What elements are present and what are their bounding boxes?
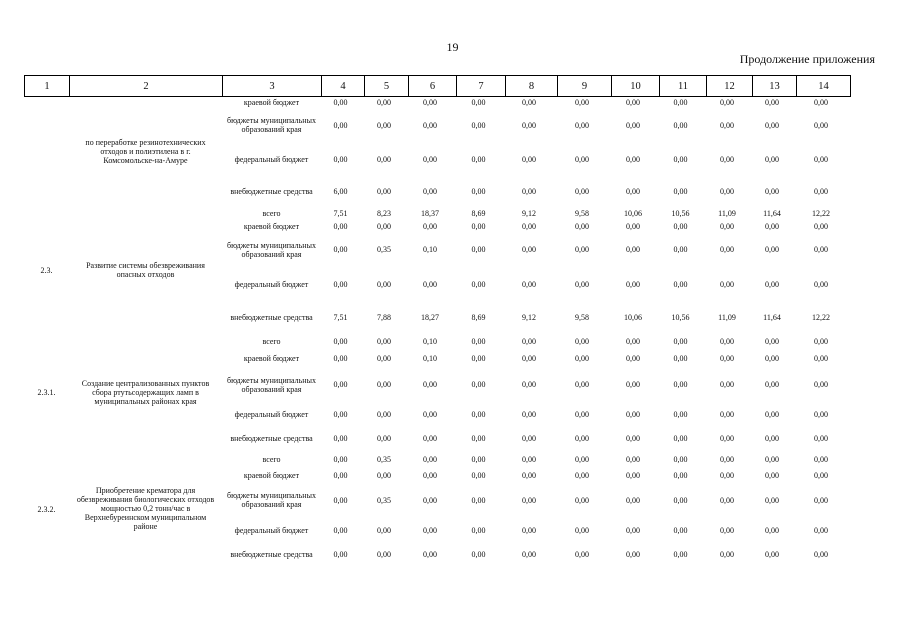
value-cell-col-11: 0,00 xyxy=(673,186,688,196)
value-cell-col-5: 0,00 xyxy=(377,336,391,346)
value-cell-col-9: 9,58 xyxy=(575,312,589,322)
value-cell-col-6: 0,00 xyxy=(423,525,437,535)
column-header-5: 5 xyxy=(365,76,409,97)
item-number: 2.3.1. xyxy=(37,388,56,397)
value-cell-col-7: 0,00 xyxy=(471,245,486,254)
value-cell-col-4: 0,00 xyxy=(333,470,348,480)
funding-source: всего xyxy=(262,336,281,346)
value-cell-col-8: 0,00 xyxy=(522,380,536,389)
value-cell-col-6: 0,10 xyxy=(423,353,437,363)
value-cell-col-7: 0,00 xyxy=(471,433,486,443)
funding-source: краевой бюджет xyxy=(243,353,300,363)
value-cell-col-7: 0,00 xyxy=(471,97,486,107)
value-cell-col-8: 0,00 xyxy=(522,495,536,505)
value-cell-col-5: 0,00 xyxy=(377,380,391,389)
value-cell-col-8: 0,00 xyxy=(522,336,536,346)
value-cell-col-13: 0,00 xyxy=(765,222,779,231)
funding-source: всего xyxy=(262,209,281,218)
value-cell-col-10: 0,00 xyxy=(626,120,640,130)
value-cell-col-12: 0,00 xyxy=(720,495,734,505)
value-cell-col-12: 0,00 xyxy=(720,336,734,346)
value-cell-col-5: 0,00 xyxy=(377,120,391,130)
value-cell-col-12: 0,00 xyxy=(720,470,734,480)
value-cell-col-8: 0,00 xyxy=(522,525,536,535)
value-cell-col-9: 0,00 xyxy=(575,470,589,480)
item-number xyxy=(24,96,69,206)
value-cell-col-11: 0,00 xyxy=(673,549,688,559)
value-cell-col-12: 11,09 xyxy=(718,312,736,322)
value-cell-col-4: 0,00 xyxy=(333,495,348,505)
value-cell-col-14: 12,22 xyxy=(812,312,830,322)
value-cell-col-9: 0,00 xyxy=(575,154,589,164)
value-cell-col-6: 0,10 xyxy=(423,336,437,346)
value-cell-col-13: 0,00 xyxy=(765,549,779,559)
value-cell-col-13: 0,00 xyxy=(765,353,779,363)
funding-source: внебюджетные средства xyxy=(230,549,313,559)
value-cell-col-14: 0,00 xyxy=(814,120,828,130)
value-cell-col-5: 8,23 xyxy=(377,209,391,218)
value-cell-col-11: 0,00 xyxy=(673,245,688,254)
value-cell-col-11: 0,00 xyxy=(673,525,688,535)
value-cell-col-12: 0,00 xyxy=(720,353,734,363)
value-cell-col-4: 7,51 xyxy=(333,209,348,218)
value-cell-col-14: 0,00 xyxy=(814,433,828,443)
value-cell-col-10: 10,06 xyxy=(624,209,642,218)
funding-source: федеральный бюджет xyxy=(234,279,309,289)
value-cell-col-11: 0,00 xyxy=(673,222,688,231)
value-cell-col-13: 11,64 xyxy=(763,312,781,322)
funding-source: бюджеты муниципальных образований края xyxy=(227,375,316,394)
value-cell-col-4: 7,51 xyxy=(333,312,348,322)
value-cell-col-11: 0,00 xyxy=(673,97,688,107)
value-cell-col-7: 8,69 xyxy=(471,209,486,218)
budget-table xyxy=(24,96,850,566)
value-cell-col-5: 0,00 xyxy=(377,409,391,419)
value-cell-col-7: 0,00 xyxy=(471,525,486,535)
value-cell-col-11: 0,00 xyxy=(673,454,688,464)
table-row xyxy=(24,450,850,468)
column-header-6: 6 xyxy=(409,76,457,97)
value-cell-col-10: 0,00 xyxy=(626,353,640,363)
funding-source: бюджеты муниципальных образований края xyxy=(227,116,316,134)
funding-source: внебюджетные средства xyxy=(230,312,313,322)
value-cell-col-14: 0,00 xyxy=(814,222,828,231)
value-cell-col-5: 0,00 xyxy=(377,279,391,289)
value-cell-col-9: 0,00 xyxy=(575,120,589,130)
value-cell-col-8: 0,00 xyxy=(522,97,536,107)
value-cell-col-9: 0,00 xyxy=(575,495,589,505)
value-cell-col-9: 0,00 xyxy=(575,336,589,346)
value-cell-col-11: 0,00 xyxy=(673,353,688,363)
value-cell-col-12: 0,00 xyxy=(720,222,734,231)
continuation-label: Продолжение приложения xyxy=(739,52,875,66)
value-cell-col-10: 0,00 xyxy=(626,380,640,389)
value-cell-col-5: 7,88 xyxy=(377,312,391,322)
value-cell-col-5: 0,00 xyxy=(377,186,391,196)
value-cell-col-8: 0,00 xyxy=(522,120,536,130)
value-cell-col-5: 0,00 xyxy=(377,433,391,443)
value-cell-col-14: 0,00 xyxy=(814,495,828,505)
value-cell-col-13: 11,64 xyxy=(763,209,781,218)
value-cell-col-5: 0,35 xyxy=(377,245,391,254)
value-cell-col-6: 0,00 xyxy=(423,454,437,464)
value-cell-col-9: 0,00 xyxy=(575,454,589,464)
value-cell-col-6: 0,00 xyxy=(423,154,437,164)
value-cell-col-6: 0,00 xyxy=(423,186,437,196)
value-cell-col-11: 0,00 xyxy=(673,495,688,505)
value-cell-col-9: 0,00 xyxy=(575,279,589,289)
value-cell-col-4: 0,00 xyxy=(333,120,348,130)
value-cell-col-13: 0,00 xyxy=(765,120,779,130)
value-cell-col-7: 0,00 xyxy=(471,495,486,505)
value-cell-col-14: 0,00 xyxy=(814,97,828,107)
value-cell-col-6: 0,00 xyxy=(423,470,437,480)
value-cell-col-10: 0,00 xyxy=(626,549,640,559)
value-cell-col-5: 0,00 xyxy=(377,353,391,363)
funding-source: бюджеты муниципальных образований края xyxy=(227,240,316,259)
value-cell-col-14: 0,00 xyxy=(814,186,828,196)
value-cell-col-11: 0,00 xyxy=(673,380,688,389)
value-cell-col-12: 0,00 xyxy=(720,245,734,254)
value-cell-col-10: 0,00 xyxy=(626,454,640,464)
value-cell-col-11: 0,00 xyxy=(673,470,688,480)
value-cell-col-7: 0,00 xyxy=(471,120,486,130)
funding-source: федеральный бюджет xyxy=(234,525,309,535)
funding-source: бюджеты муниципальных образований края xyxy=(227,491,316,509)
value-cell-col-14: 0,00 xyxy=(814,353,828,363)
value-cell-col-12: 11,09 xyxy=(718,209,736,218)
value-cell-col-4: 0,00 xyxy=(333,222,348,231)
column-header-2: 2 xyxy=(70,76,223,97)
value-cell-col-5: 0,00 xyxy=(377,154,391,164)
value-cell-col-7: 0,00 xyxy=(471,409,486,419)
table-row xyxy=(24,96,850,108)
column-header-13: 13 xyxy=(753,76,797,97)
value-cell-col-10: 0,00 xyxy=(626,154,640,164)
value-cell-col-4: 0,00 xyxy=(333,454,348,464)
value-cell-col-6: 0,10 xyxy=(423,245,437,254)
value-cell-col-11: 10,56 xyxy=(671,209,690,218)
value-cell-col-11: 0,00 xyxy=(673,120,688,130)
value-cell-col-7: 0,00 xyxy=(471,380,486,389)
table-row xyxy=(24,333,850,349)
column-header-table xyxy=(24,75,851,97)
value-cell-col-14: 0,00 xyxy=(814,549,828,559)
value-cell-col-10: 0,00 xyxy=(626,279,640,289)
funding-source: краевой бюджет xyxy=(243,222,300,231)
column-header-8: 8 xyxy=(506,76,558,97)
value-cell-col-13: 0,00 xyxy=(765,245,779,254)
value-cell-col-8: 0,00 xyxy=(522,186,536,196)
value-cell-col-14: 0,00 xyxy=(814,470,828,480)
funding-source: всего xyxy=(262,454,281,464)
value-cell-col-13: 0,00 xyxy=(765,433,779,443)
value-cell-col-4: 0,00 xyxy=(333,279,348,289)
table-body xyxy=(24,96,850,566)
value-cell-col-12: 0,00 xyxy=(720,433,734,443)
column-header-12: 12 xyxy=(707,76,753,97)
value-cell-col-9: 0,00 xyxy=(575,97,589,107)
value-cell-col-9: 0,00 xyxy=(575,353,589,363)
value-cell-col-4: 0,00 xyxy=(333,380,348,389)
value-cell-col-14: 0,00 xyxy=(814,279,828,289)
value-cell-col-4: 0,00 xyxy=(333,245,348,254)
value-cell-col-10: 0,00 xyxy=(626,97,640,107)
value-cell-col-7: 8,69 xyxy=(471,312,486,322)
value-cell-col-8: 0,00 xyxy=(522,454,536,464)
value-cell-col-10: 0,00 xyxy=(626,186,640,196)
table-row xyxy=(24,206,850,221)
value-cell-col-14: 0,00 xyxy=(814,380,828,389)
value-cell-col-13: 0,00 xyxy=(765,454,779,464)
value-cell-col-4: 0,00 xyxy=(333,409,348,419)
value-cell-col-14: 0,00 xyxy=(814,525,828,535)
value-cell-col-10: 0,00 xyxy=(626,245,640,254)
value-cell-col-4: 6,00 xyxy=(333,186,348,196)
value-cell-col-10: 0,00 xyxy=(626,409,640,419)
value-cell-col-13: 0,00 xyxy=(765,97,779,107)
column-header-7: 7 xyxy=(457,76,506,97)
value-cell-col-12: 0,00 xyxy=(720,186,734,196)
value-cell-col-5: 0,00 xyxy=(377,549,391,559)
value-cell-col-7: 0,00 xyxy=(471,353,486,363)
item-number: 2.3. xyxy=(40,266,53,275)
value-cell-col-11: 0,00 xyxy=(673,336,688,346)
value-cell-col-7: 0,00 xyxy=(471,279,486,289)
value-cell-col-10: 0,00 xyxy=(626,525,640,535)
value-cell-col-13: 0,00 xyxy=(765,336,779,346)
item-name: Развитие системы обезвреживания опасных отходов xyxy=(86,261,205,279)
value-cell-col-9: 0,00 xyxy=(575,433,589,443)
value-cell-col-7: 0,00 xyxy=(471,154,486,164)
value-cell-col-6: 0,00 xyxy=(423,409,437,419)
value-cell-col-14: 0,00 xyxy=(814,245,828,254)
value-cell-col-13: 0,00 xyxy=(765,470,779,480)
value-cell-col-13: 0,00 xyxy=(765,186,779,196)
value-cell-col-11: 10,56 xyxy=(671,312,690,322)
value-cell-col-8: 0,00 xyxy=(522,154,536,164)
value-cell-col-13: 0,00 xyxy=(765,380,779,389)
value-cell-col-12: 0,00 xyxy=(720,409,734,419)
page-number: 19 xyxy=(446,40,459,54)
value-cell-col-6: 0,00 xyxy=(423,279,437,289)
column-header-4: 4 xyxy=(322,76,365,97)
column-header-9: 9 xyxy=(558,76,612,97)
value-cell-col-9: 0,00 xyxy=(575,222,589,231)
value-cell-col-14: 0,00 xyxy=(814,409,828,419)
column-header-10: 10 xyxy=(612,76,660,97)
value-cell-col-14: 0,00 xyxy=(814,336,828,346)
value-cell-col-10: 0,00 xyxy=(626,433,640,443)
value-cell-col-14: 12,22 xyxy=(812,209,830,218)
funding-source: краевой бюджет xyxy=(243,97,300,107)
value-cell-col-7: 0,00 xyxy=(471,454,486,464)
value-cell-col-6: 0,00 xyxy=(423,549,437,559)
value-cell-col-6: 18,27 xyxy=(421,312,439,322)
value-cell-col-9: 0,00 xyxy=(575,186,589,196)
funding-source: краевой бюджет xyxy=(243,470,300,480)
value-cell-col-5: 0,35 xyxy=(377,495,391,505)
value-cell-col-12: 0,00 xyxy=(720,279,734,289)
value-cell-col-7: 0,00 xyxy=(471,336,486,346)
value-cell-col-6: 18,37 xyxy=(421,209,439,218)
value-cell-col-8: 0,00 xyxy=(522,470,536,480)
value-cell-col-4: 0,00 xyxy=(333,549,348,559)
value-cell-col-14: 0,00 xyxy=(814,454,828,464)
value-cell-col-13: 0,00 xyxy=(765,525,779,535)
value-cell-col-13: 0,00 xyxy=(765,409,779,419)
value-cell-col-12: 0,00 xyxy=(720,120,734,130)
funding-source: федеральный бюджет xyxy=(234,409,309,419)
column-header-11: 11 xyxy=(660,76,707,97)
header-row xyxy=(25,76,851,97)
value-cell-col-7: 0,00 xyxy=(471,222,486,231)
value-cell-col-12: 0,00 xyxy=(720,380,734,389)
value-cell-col-5: 0,35 xyxy=(377,454,391,464)
value-cell-col-8: 0,00 xyxy=(522,409,536,419)
value-cell-col-13: 0,00 xyxy=(765,279,779,289)
value-cell-col-9: 0,00 xyxy=(575,245,589,254)
value-cell-col-4: 0,00 xyxy=(333,97,348,107)
value-cell-col-10: 0,00 xyxy=(626,222,640,231)
funding-source: внебюджетные средства xyxy=(230,433,313,443)
value-cell-col-8: 0,00 xyxy=(522,433,536,443)
item-name: по переработке резинотехнических отходов и полиэтилена в г. Комсомольске-на-Амуре xyxy=(85,138,206,165)
value-cell-col-14: 0,00 xyxy=(814,154,828,164)
value-cell-col-9: 9,58 xyxy=(575,209,589,218)
value-cell-col-6: 0,00 xyxy=(423,120,437,130)
value-cell-col-9: 0,00 xyxy=(575,380,589,389)
value-cell-col-10: 0,00 xyxy=(626,470,640,480)
value-cell-col-4: 0,00 xyxy=(333,336,348,346)
value-cell-col-5: 0,00 xyxy=(377,470,391,480)
value-cell-col-13: 0,00 xyxy=(765,154,779,164)
value-cell-col-6: 0,00 xyxy=(423,433,437,443)
value-cell-col-8: 0,00 xyxy=(522,222,536,231)
value-cell-col-11: 0,00 xyxy=(673,154,688,164)
value-cell-col-8: 0,00 xyxy=(522,549,536,559)
item-name: Создание централизованных пунктов сбора ртутьсодержащих ламп в муниципальных районах края xyxy=(81,378,210,406)
value-cell-col-12: 0,00 xyxy=(720,525,734,535)
item-name: Приобретение крематора для обезвреживания биологических отходов мощностью 0,2 тонн/час в Верхнебуреинском муниципальном районе xyxy=(76,486,215,531)
value-cell-col-5: 0,00 xyxy=(377,97,391,107)
value-cell-col-4: 0,00 xyxy=(333,525,348,535)
column-header-3: 3 xyxy=(223,76,322,97)
value-cell-col-11: 0,00 xyxy=(673,409,688,419)
item-number: 2.3.2. xyxy=(37,504,56,514)
value-cell-col-8: 0,00 xyxy=(522,245,536,254)
value-cell-col-6: 0,00 xyxy=(423,222,437,231)
value-cell-col-10: 0,00 xyxy=(626,495,640,505)
value-cell-col-4: 0,00 xyxy=(333,353,348,363)
value-cell-col-5: 0,00 xyxy=(377,525,391,535)
value-cell-col-13: 0,00 xyxy=(765,495,779,505)
value-cell-col-12: 0,00 xyxy=(720,154,734,164)
value-cell-col-8: 9,12 xyxy=(522,209,536,218)
value-cell-col-5: 0,00 xyxy=(377,222,391,231)
value-cell-col-6: 0,00 xyxy=(423,495,437,505)
funding-source: федеральный бюджет xyxy=(234,154,309,164)
value-cell-col-10: 10,06 xyxy=(624,312,642,322)
column-header-1: 1 xyxy=(25,76,70,97)
value-cell-col-12: 0,00 xyxy=(720,97,734,107)
value-cell-col-11: 0,00 xyxy=(673,433,688,443)
value-cell-col-9: 0,00 xyxy=(575,409,589,419)
value-cell-col-10: 0,00 xyxy=(626,336,640,346)
funding-source: внебюджетные средства xyxy=(230,186,313,196)
value-cell-col-4: 0,00 xyxy=(333,433,348,443)
value-cell-col-6: 0,00 xyxy=(423,97,437,107)
value-cell-col-9: 0,00 xyxy=(575,525,589,535)
value-cell-col-6: 0,00 xyxy=(423,380,437,389)
value-cell-col-9: 0,00 xyxy=(575,549,589,559)
value-cell-col-12: 0,00 xyxy=(720,549,734,559)
value-cell-col-11: 0,00 xyxy=(673,279,688,289)
value-cell-col-4: 0,00 xyxy=(333,154,348,164)
value-cell-col-8: 0,00 xyxy=(522,279,536,289)
value-cell-col-7: 0,00 xyxy=(471,186,486,196)
column-header-14: 14 xyxy=(797,76,851,97)
value-cell-col-7: 0,00 xyxy=(471,470,486,480)
value-cell-col-8: 0,00 xyxy=(522,353,536,363)
value-cell-col-8: 9,12 xyxy=(522,312,536,322)
value-cell-col-7: 0,00 xyxy=(471,549,486,559)
value-cell-col-12: 0,00 xyxy=(720,454,734,464)
